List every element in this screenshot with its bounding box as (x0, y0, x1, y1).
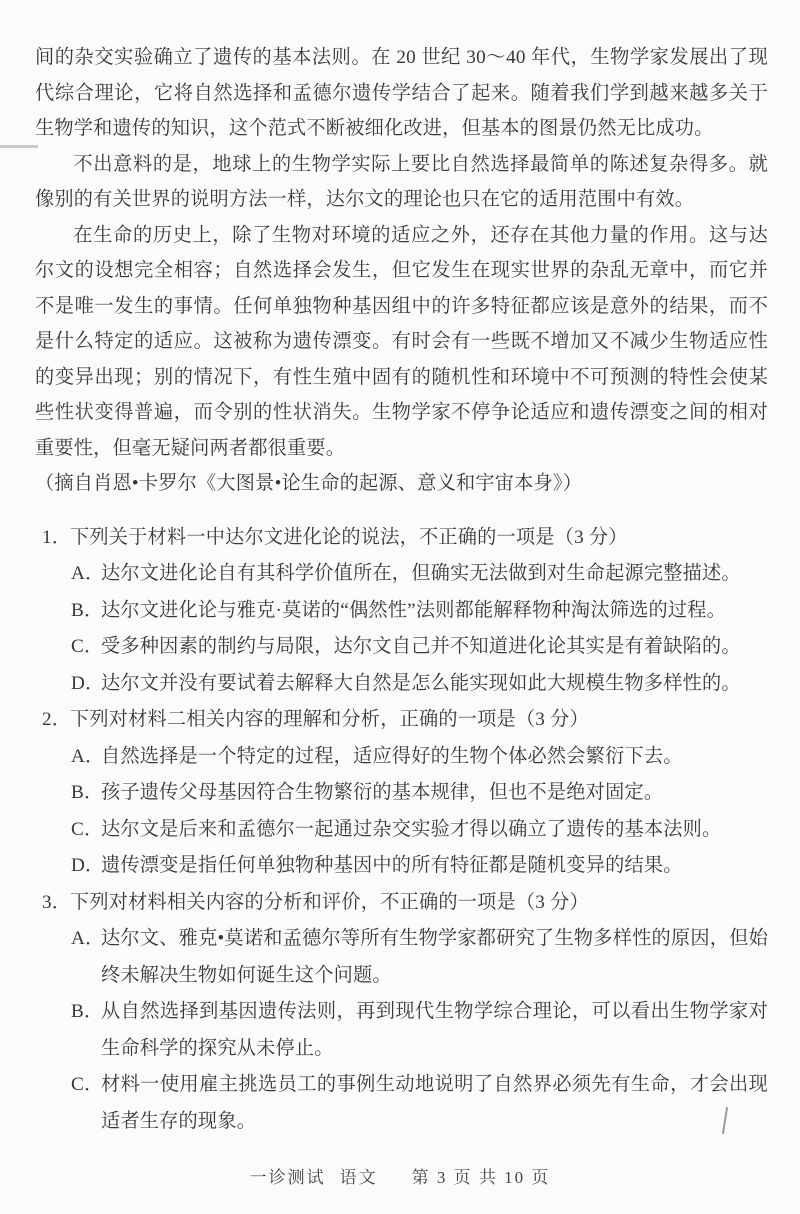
option-label: B． (71, 782, 104, 803)
option-label: C． (71, 818, 104, 840)
option-text: 受多种因素的制约与局限，达尔文自己并不知道进化论其实是有着缺陷的。 (101, 636, 741, 657)
question-2-stem-text: 下列对材料二相关内容的理解和分析，正确的一项是（3 分） (70, 709, 589, 730)
question-3-option-b (35, 994, 768, 1067)
option-text: 达尔文、雅克•莫诺和孟德尔等所有生物学家都研究了生物多样性的原因，但始终未解决生物如何诞生这个问题。 (101, 928, 768, 986)
question-1-option-c (35, 629, 768, 666)
option-label: D． (71, 855, 105, 876)
reading-passage (35, 40, 768, 502)
option-label: C． (71, 1074, 104, 1095)
option-text: 达尔文进化论自有其科学价值所在，但确实无法做到对生命起源完整描述。 (101, 563, 741, 584)
option-label: B． (71, 599, 104, 621)
passage-paragraph-2: 不出意料的是，地球上的生物学实际上要比自然选择最简单的陈述复杂得多。就像别的有关世界的说明方法一样，达尔文的理论也只在它的适用范围中有效。 (35, 153, 768, 210)
questions-section (35, 520, 768, 1141)
question-2-option-c (35, 812, 768, 849)
question-1-option-d (35, 666, 768, 703)
option-text: 自然选择是一个特定的过程，适应得好的生物个体必然会繁衍下去。 (101, 745, 683, 767)
footer-subject: 语文 (339, 1168, 378, 1187)
option-label: A． (71, 563, 105, 584)
option-label: B． (71, 1001, 104, 1022)
question-3-stem-text: 下列对材料相关内容的分析和评价，不正确的一项是（3 分） (70, 891, 589, 913)
footer-exam-name: 一诊测试 (249, 1168, 326, 1187)
question-1 (35, 520, 768, 703)
passage-attribution: （摘自肖恩•卡罗尔《大图景•论生命的起源、意义和宇宙本身》） (35, 473, 583, 494)
option-text: 孩子遗传父母基因符合生物繁衍的基本规律，但也不是绝对固定。 (101, 782, 664, 803)
question-1-option-a (35, 556, 768, 593)
option-label: A． (71, 928, 105, 949)
option-label: A． (71, 745, 105, 767)
question-3-option-a (35, 921, 768, 994)
option-text: 遗传漂变是指任何单独物种基因中的所有特征都是随机变异的结果。 (101, 855, 683, 876)
question-1-stem-text: 下列关于材料一中达尔文进化论的说法，不正确的一项是（3 分） (70, 526, 628, 548)
option-label: D． (71, 672, 105, 694)
page-content (35, 40, 768, 1140)
question-2-option-a (35, 739, 768, 776)
question-1-option-b (35, 593, 768, 630)
question-3-option-c (35, 1067, 768, 1140)
option-text: 达尔文进化论与雅克·莫诺的“偶然性”法则都能解释物种淘汰筛选的过程。 (101, 599, 727, 621)
footer-page-info: 第 3 页 共 10 页 (411, 1168, 551, 1187)
option-text: 材料一使用雇主挑选员工的事例生动地说明了自然界必须先有生命，才会出现适者生存的现象。 (101, 1074, 768, 1132)
question-2-option-b (35, 775, 768, 812)
question-3-stem (35, 885, 768, 922)
passage-paragraph-1: 间的杂交实验确立了遗传的基本法则。在 20 世纪 30～40 年代，生物学家发展出了现代综合理论，它将自然选择和孟德尔遗传学结合了起来。随着我们学到越来越多关于生物学和遗传的知识，这个范式不断被细化改进，但基本的图景仍然无比成功。 (35, 47, 768, 139)
question-2-option-d (35, 848, 768, 885)
question-1-number: 1． (42, 526, 72, 548)
question-2-stem (35, 702, 768, 739)
option-text: 从自然选择到基因遗传法则，再到现代生物学综合理论，可以看出生物学家对生命科学的探究从未停止。 (101, 1001, 768, 1059)
passage-paragraph-3: 在生命的历史上，除了生物对环境的适应之外，还存在其他力量的作用。这与达尔文的设想完全相容；自然选择会发生，但它发生在现实世界的杂乱无章中，而它并不是唯一发生的事情。任何单独物种基因组中的许多特征都应该是意外的结果，而不是什么特定的适应。这被称为遗传漂变。有时会有一些既不增加又不减少生物适应性的变异出现；别的情况下，有性生殖中固有的随机性和环境中不可预测的特性会使某些性状变得普遍，而令别的性状消失。生物学家不停争论适应和遗传漂变之间的相对重要性，但毫无疑问两者都很重要。 (35, 224, 768, 459)
question-3 (35, 885, 768, 1141)
option-text: 达尔文是后来和孟德尔一起通过杂交实验才得以确立了遗传的基本法则。 (101, 818, 722, 840)
question-2 (35, 702, 768, 885)
option-text: 达尔文并没有要试着去解释大自然是怎么能实现如此大规模生物多样性的。 (101, 672, 741, 694)
option-label: C． (71, 636, 104, 657)
question-1-stem (35, 520, 768, 557)
page-footer (0, 1163, 800, 1188)
question-3-number: 3． (42, 891, 72, 913)
scan-artifact-line (0, 145, 38, 148)
question-2-number: 2． (42, 709, 72, 730)
